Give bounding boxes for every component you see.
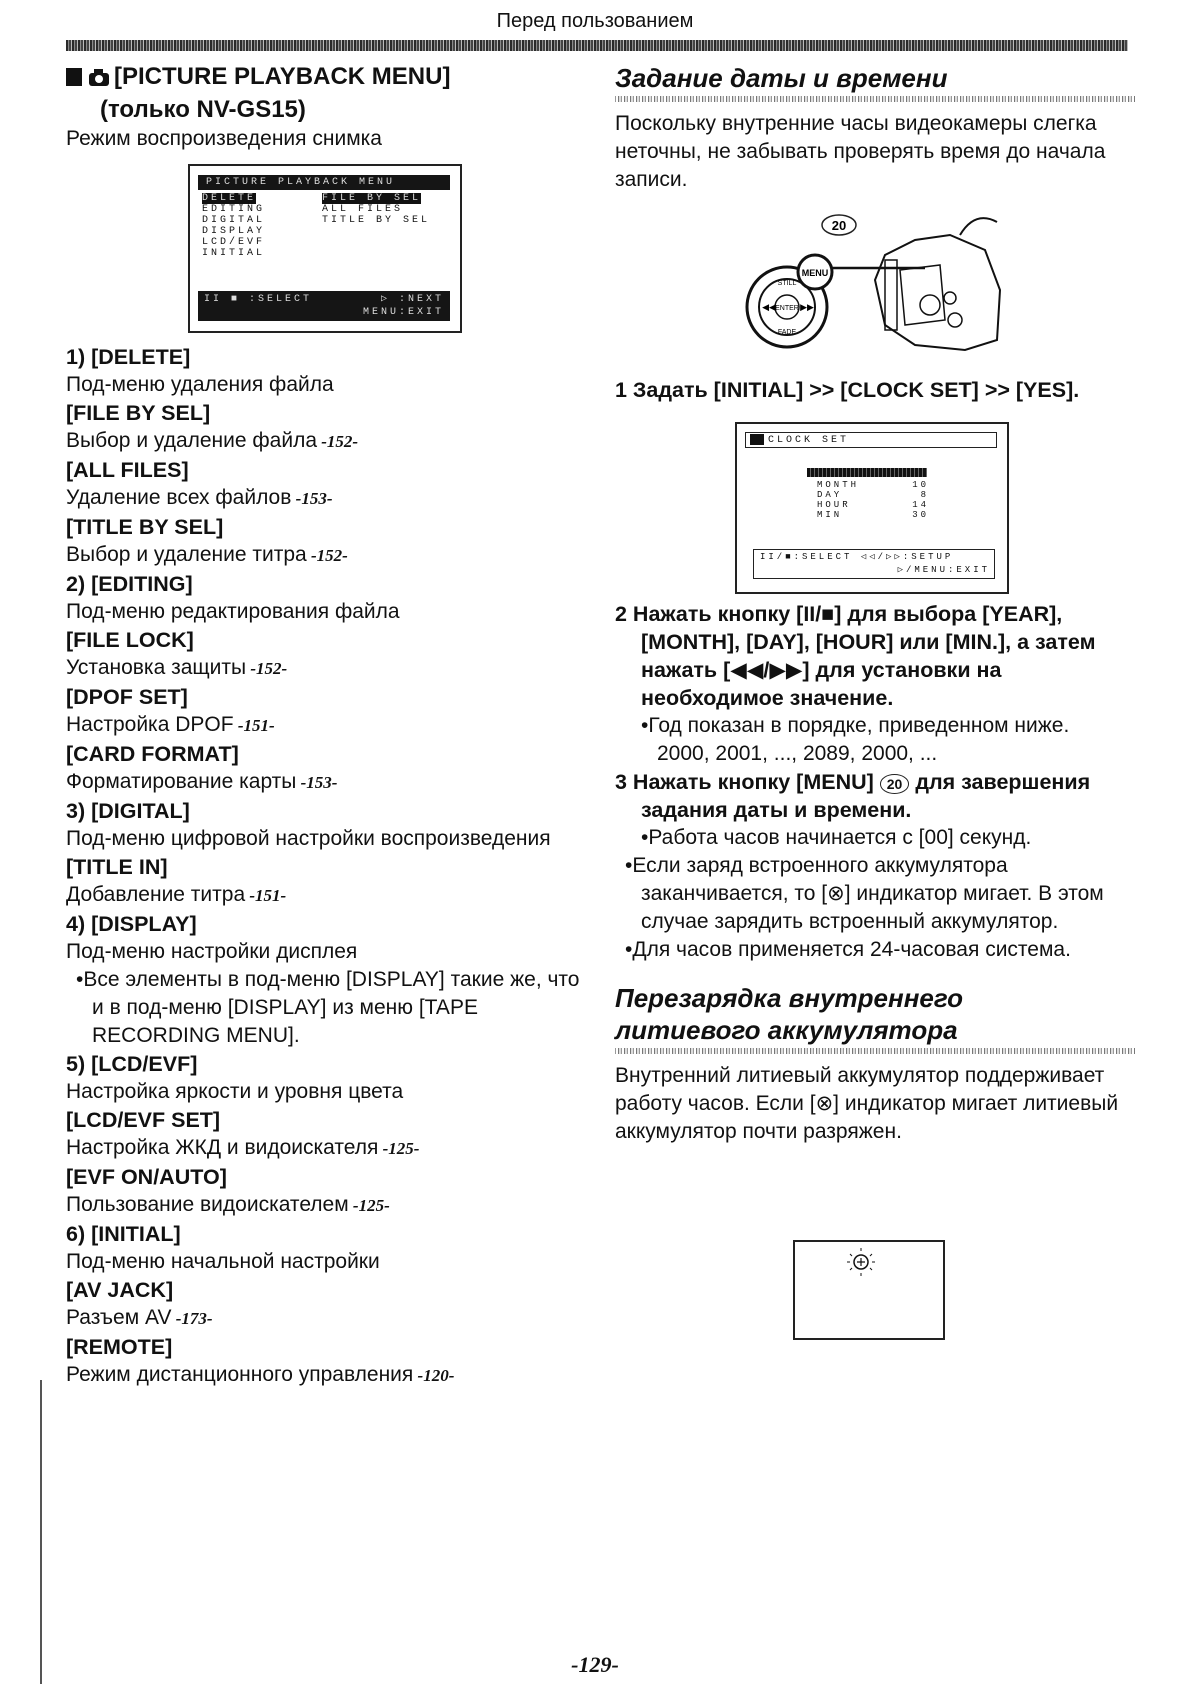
enter-label: ENTER xyxy=(775,305,799,312)
battery-warning-bullet: •Если заряд встроенного аккумулятора заканчивается, то [⊗] индикатор мигает. В этом случае зарядить встроенный аккумулятор. xyxy=(625,854,1104,933)
menu-screen-item: LCD/EVF xyxy=(202,237,266,248)
page-ref: -173- xyxy=(171,1309,213,1328)
step-1: 1 Задать [INITIAL] >> [CLOCK SET] >> [YES]. xyxy=(615,378,1080,402)
page-ref: -125- xyxy=(348,1196,390,1215)
entry-text: Выбор и удаление титра -152- xyxy=(66,543,348,566)
still-label: STILL xyxy=(777,280,797,287)
entry-heading: 3) [DIGITAL] xyxy=(66,799,190,823)
entry-text: Настройка ЖКД и видоискателя -125- xyxy=(66,1136,420,1159)
battery-icon xyxy=(750,434,764,445)
menu-screen-subitem: ALL FILES xyxy=(322,204,404,215)
clock-row-value: 14 xyxy=(912,500,929,510)
clock-system-bullet: •Для часов применяется 24-часовая система. xyxy=(625,938,1071,961)
picture-playback-title: [PICTURE PLAYBACK MENU] xyxy=(66,62,586,95)
camera-icon xyxy=(88,65,110,95)
page-ref: -151- xyxy=(245,886,287,905)
entry-text: Выбор и удаление файла -152- xyxy=(66,429,359,452)
page-ref: -152- xyxy=(246,659,288,678)
entry-heading: [LCD/EVF SET] xyxy=(66,1108,221,1132)
clock-row-label: DAY xyxy=(817,490,843,500)
page-ref: -125- xyxy=(378,1139,420,1158)
clock-row-value: 8 xyxy=(920,490,929,500)
entry-text: Установка защиты -152- xyxy=(66,656,288,679)
date-intro: Поскольку внутренние часы видеокамеры слегка неточны, не забывать проверять время до начала записи. xyxy=(615,112,1106,191)
battery-section-title-2: литиевого аккумулятора xyxy=(615,1015,958,1045)
entry-heading: [FILE BY SEL] xyxy=(66,401,211,425)
entry-heading: [REMOTE] xyxy=(66,1335,173,1359)
year-sequence: 2000, 2001, ..., 2089, 2000, ... xyxy=(657,742,938,765)
right-steps xyxy=(615,600,1135,1146)
step-2: 2 Нажать кнопку [II/■] для выбора [YEAR], [MONTH], [DAY], [HOUR] или [MIN.], а затем нажать [◀◀/▶▶] для установки на необходимое значение. xyxy=(615,602,1096,710)
clock-set-screen xyxy=(735,422,1009,594)
entry-text: Режим дистанционного управления -120- xyxy=(66,1363,455,1386)
menu-screen-item: INITIAL xyxy=(202,248,266,259)
entry-heading: 5) [LCD/EVF] xyxy=(66,1052,198,1076)
left-subtitle: Режим воспроизведения снимка xyxy=(66,127,382,150)
step-2-bullet: •Год показан в порядке, приведенном ниже. xyxy=(641,714,1070,737)
entry-text: Под-меню начальной настройки xyxy=(66,1250,380,1273)
entry-text: Под-меню редактирования файла xyxy=(66,600,400,623)
entry-heading: [TITLE BY SEL] xyxy=(66,515,224,539)
menu-screen-item: DELETE xyxy=(202,193,257,204)
clock-screen-title-bar: CLOCK SET xyxy=(745,432,997,448)
step-3: 3 Нажать кнопку [MENU] 20 для завершения задания даты и времени. xyxy=(615,770,1091,822)
clock-row-value: 30 xyxy=(912,510,929,520)
entry-text: Добавление титра -151- xyxy=(66,883,287,906)
entry-heading: 2) [EDITING] xyxy=(66,572,193,596)
header-rule xyxy=(66,40,1128,51)
flashing-battery-icon xyxy=(795,1242,943,1282)
page-ref: -153- xyxy=(296,773,338,792)
menu-screen-subitem: TITLE BY SEL xyxy=(322,215,431,226)
entry-heading: [DPOF SET] xyxy=(66,685,188,709)
diagram-ref: 20 xyxy=(831,218,847,233)
menu-screen-item: DIGITAL xyxy=(202,215,266,226)
entry-heading: [AV JACK] xyxy=(66,1278,174,1302)
menu-screen-item: EDITING xyxy=(202,204,266,215)
section-rule xyxy=(615,96,1135,102)
entry-heading: 6) [INITIAL] xyxy=(66,1222,181,1246)
entry-text: Под-меню цифровой настройки воспроизведения xyxy=(66,827,551,850)
menu-screen-footer: II ■ :SELECT ▷ :NEXT MENU:EXIT xyxy=(198,291,450,321)
menu-screen-item: DISPLAY xyxy=(202,226,266,237)
left-entries xyxy=(66,343,586,1390)
page-header: Перед пользованием xyxy=(496,10,694,32)
entry-heading: [TITLE IN] xyxy=(66,855,168,879)
page-number: -129- xyxy=(571,1652,619,1677)
page-ref: -151- xyxy=(233,716,275,735)
entry-text: Форматирование карты -153- xyxy=(66,770,338,793)
clock-battery-indicator-box xyxy=(793,1240,945,1340)
step-3-bullet: •Работа часов начинается с [00] секунд. xyxy=(641,826,1032,849)
entry-text: Пользование видоискателем -125- xyxy=(66,1193,390,1216)
black-square-icon xyxy=(66,68,82,86)
clock-row-value: 10 xyxy=(912,480,929,490)
entry-text: Настройка DPOF -151- xyxy=(66,713,275,736)
playback-menu-screen xyxy=(188,164,462,333)
left-margin-rule xyxy=(40,1380,42,1684)
section-rule xyxy=(615,1048,1135,1054)
menu-screen-subitem: FILE BY SEL xyxy=(322,193,422,204)
entry-text: Под-меню удаления файла xyxy=(66,373,334,396)
entry-text: Разъем AV -173- xyxy=(66,1306,213,1329)
clock-row-label: HOUR xyxy=(817,500,851,510)
clock-row-label: MIN xyxy=(817,510,843,520)
entry-heading: 4) [DISPLAY] xyxy=(66,912,197,936)
svg-text:▶▶: ▶▶ xyxy=(800,302,814,312)
page-ref: -152- xyxy=(306,546,348,565)
clock-screen-footer: II/■:SELECT ◁◁/▷▷:SETUP ▷/MENU:EXIT xyxy=(753,549,995,579)
entry-text: Удаление всех файлов -153- xyxy=(66,486,333,509)
camera-diagram xyxy=(735,210,1015,360)
entry-heading: [CARD FORMAT] xyxy=(66,742,239,766)
year-highlight-bar xyxy=(807,468,927,477)
svg-text:◀◀: ◀◀ xyxy=(762,302,776,312)
fade-label: FADE xyxy=(777,329,797,336)
page-ref: -120- xyxy=(413,1366,455,1385)
page-ref: -152- xyxy=(317,432,359,451)
entry-heading: [FILE LOCK] xyxy=(66,628,194,652)
entry-bullet: •Все элементы в под-меню [DISPLAY] такие же, что и в под-меню [DISPLAY] из меню [TAPE RECORDING MENU]. xyxy=(76,968,580,1047)
entry-text: Под-меню настройки дисплея xyxy=(66,940,358,963)
model-note: (только NV-GS15) xyxy=(100,96,306,123)
entry-heading: 1) [DELETE] xyxy=(66,345,191,369)
entry-text: Настройка яркости и уровня цвета xyxy=(66,1080,404,1103)
battery-text: Внутренний литиевый аккумулятор поддерживает работу часов. Если [⊗] индикатор мигает литиевый аккумулятор почти разряжен. xyxy=(615,1064,1119,1143)
entry-heading: [EVF ON/AUTO] xyxy=(66,1165,227,1189)
menu-screen-header: PICTURE PLAYBACK MENU xyxy=(198,175,450,190)
clock-row-label: MONTH xyxy=(817,480,860,490)
step-3-ref: 20 xyxy=(880,774,910,794)
page-ref: -153- xyxy=(291,489,333,508)
menu-label: MENU xyxy=(801,268,829,278)
right-column xyxy=(615,62,1135,194)
date-section-title: Задание даты и времени xyxy=(615,63,948,93)
left-column xyxy=(66,62,586,153)
battery-section-title-1: Перезарядка внутреннего xyxy=(615,983,963,1013)
entry-heading: [ALL FILES] xyxy=(66,458,189,482)
